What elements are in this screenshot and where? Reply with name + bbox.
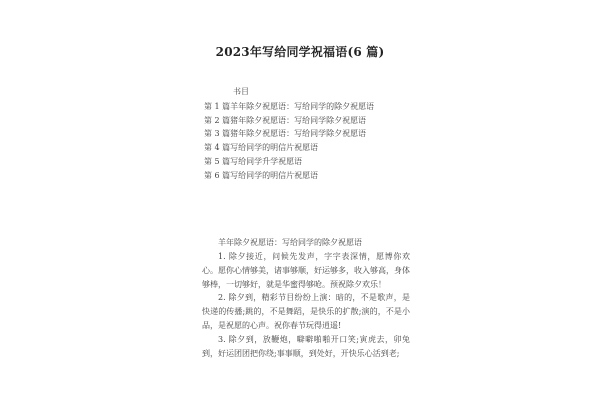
toc-item: 第 4 篇写给同学的明信片祝愿语 xyxy=(204,143,319,153)
toc-item: 第 6 篇写给同学的明信片祝愿语 xyxy=(204,170,319,180)
document-title: 2023年写给同学祝福语(6 篇) xyxy=(215,45,385,59)
section-heading: 羊年除夕祝愿语：写给同学的除夕祝愿语 xyxy=(218,238,362,247)
paragraph: 3. 除夕到，放鞭炮，噼噼啪啪开口笑;寅虎去，卯兔到，好运团团把你绕;事事顺，到处好，开快乐心活到老; xyxy=(202,334,410,358)
toc-heading: 书目 xyxy=(233,87,249,96)
section-body xyxy=(202,250,410,360)
toc-item: 第 1 篇羊年除夕祝愿语：写给同学的除夕祝愿语 xyxy=(204,102,375,111)
table-of-contents xyxy=(204,100,374,182)
toc-item: 第 3 篇猪年除夕祝愿语：写给同学除夕祝愿语 xyxy=(204,129,367,139)
toc-item: 第 2 篇猪年除夕祝愿语：写给同学除夕祝愿语 xyxy=(204,115,367,125)
toc-item: 第 5 篇写给同学升学祝愿语 xyxy=(204,156,303,166)
paragraph: 1. 除夕接近，问候先发声，字字表深情，愿博你欢心。愿你心情够美，诸事够顺，好运够多，收入够高，身体够棒，一切够好，就是华蜜得够呛。预祝除夕欢乐！ xyxy=(202,252,410,289)
paragraph: 2. 除夕到，精彩节目纷纷上演：暗的，不是歌声，是快递的传播;跳的，不是舞蹈，是快乐的扩散;演的，不是小品，是祝愿的心声。祝你春节玩得逍遥! xyxy=(202,293,410,330)
